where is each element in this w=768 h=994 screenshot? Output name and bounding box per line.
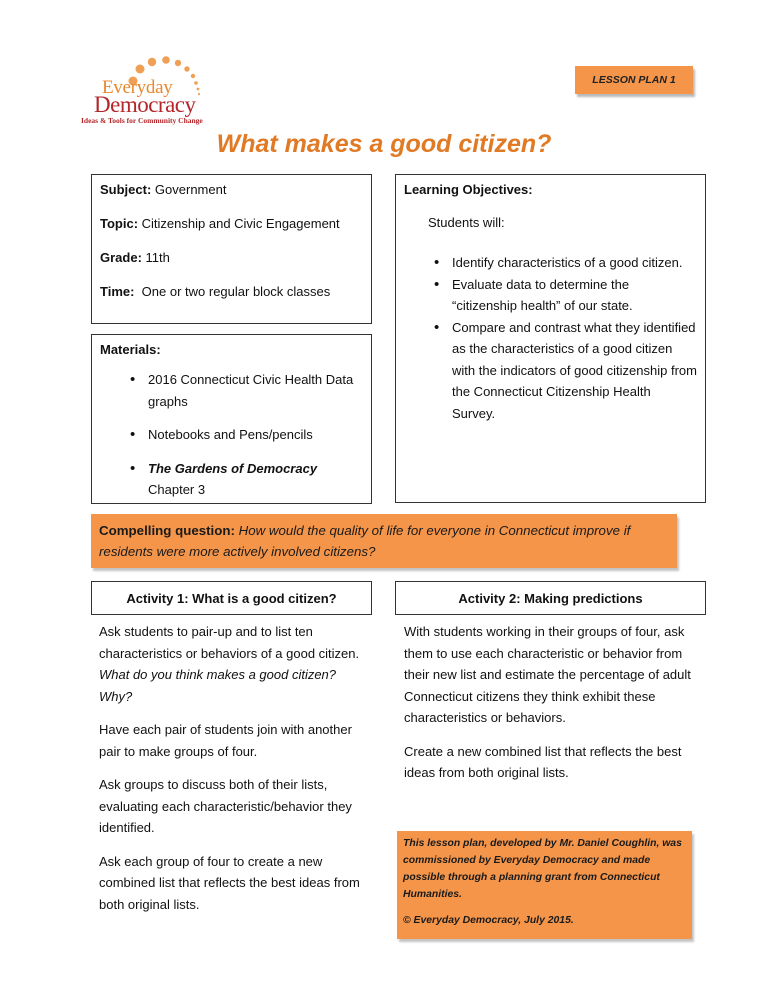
activity-2-heading: Activity 2: Making predictions bbox=[395, 581, 706, 615]
book-chapter: Chapter 3 bbox=[148, 482, 206, 497]
materials-list bbox=[100, 369, 363, 501]
logo-word-democracy: Democracy bbox=[94, 92, 196, 117]
activity-1-step bbox=[99, 621, 369, 707]
activity-1-body bbox=[99, 621, 369, 927]
topic-row bbox=[100, 216, 363, 232]
activity-1-prompt: What do you think makes a good citizen? Why? bbox=[99, 667, 337, 704]
logo-tagline: Ideas & Tools for Community Change bbox=[81, 116, 203, 125]
material-item bbox=[100, 458, 363, 501]
activity-2-step: Create a new combined list that reflects the best ideas from both original lists. bbox=[404, 743, 682, 780]
compelling-question-box bbox=[91, 514, 677, 568]
activity-1-step: Have each pair of students join with another pair to make groups of four. bbox=[99, 722, 352, 759]
grade-row bbox=[100, 250, 363, 266]
activity-2-step: With students working in their groups of four, ask them to use each characteristic or behavior from their new list and estimate the percentage of adult Connecticut citizens they think exhibit these characteristics or behaviors. bbox=[404, 624, 691, 725]
grade-label: Grade: bbox=[100, 250, 142, 265]
activity-1-step: Ask each group of four to create a new combined list that reflects the best ideas from both original lists. bbox=[99, 853, 360, 912]
time-value: One or two regular block classes bbox=[141, 284, 331, 299]
material-item: • 2016 Connecticut Civic Health Data graphs bbox=[100, 369, 363, 412]
objectives-intro: Students will: bbox=[428, 215, 505, 230]
grade-value: 11th bbox=[145, 250, 170, 265]
objective-item: • Identify characteristics of a good citizen. bbox=[404, 252, 697, 274]
materials-box bbox=[91, 334, 372, 504]
material-item: • Notebooks and Pens/pencils bbox=[100, 424, 363, 446]
activity-1-heading: Activity 1: What is a good citizen? bbox=[91, 581, 372, 615]
objective-item: • Evaluate data to determine the “citizenship health” of our state. bbox=[404, 274, 697, 317]
activity-1-step: Ask groups to discuss both of their lists, evaluating each characteristic/behavior they identified. bbox=[99, 777, 352, 835]
objectives-list bbox=[404, 252, 697, 424]
copyright-text: © Everyday Democracy, July 2015. bbox=[403, 915, 574, 926]
subject-label: Subject: bbox=[100, 182, 152, 197]
lesson-plan-badge: LESSON PLAN 1 bbox=[575, 66, 693, 94]
topic-label: Topic: bbox=[100, 216, 139, 231]
subject-row bbox=[100, 182, 363, 198]
activity-2-body bbox=[404, 621, 694, 796]
activity-1-step-text: Ask students to pair-up and to list ten characteristics or behaviors of a good citizen. bbox=[99, 624, 360, 661]
page-title: What makes a good citizen? bbox=[216, 130, 552, 158]
lesson-info-box bbox=[91, 174, 372, 324]
compelling-question-label: Compelling question: bbox=[99, 523, 235, 538]
book-title: The Gardens of Democracy bbox=[148, 460, 318, 476]
subject-value: Government bbox=[154, 182, 227, 197]
topic-value: Citizenship and Civic Engagement bbox=[141, 216, 340, 231]
materials-heading: Materials: bbox=[100, 342, 161, 357]
learning-objectives-box bbox=[395, 174, 706, 503]
credit-box bbox=[397, 831, 692, 939]
time-label: Time: bbox=[100, 284, 135, 299]
credit-text: This lesson plan, developed by Mr. Daniel Coughlin, was commissioned by Everyday Democracy and made possible through a planning grant from Connecticut Humanities. bbox=[403, 838, 682, 900]
objectives-heading: Learning Objectives: bbox=[404, 182, 533, 197]
time-row bbox=[100, 284, 363, 300]
compelling-question-text: How would the quality of life for everyone in Connecticut improve if residents were more actively involved citizens? bbox=[99, 523, 631, 559]
logo-word-everyday: Everyday bbox=[102, 77, 173, 98]
objective-item: • Compare and contrast what they identified as the characteristics of a good citizen with the indicators of good citizenship from the Connecticut Citizenship Health Survey. bbox=[404, 317, 697, 425]
everyday-democracy-logo bbox=[78, 38, 208, 125]
